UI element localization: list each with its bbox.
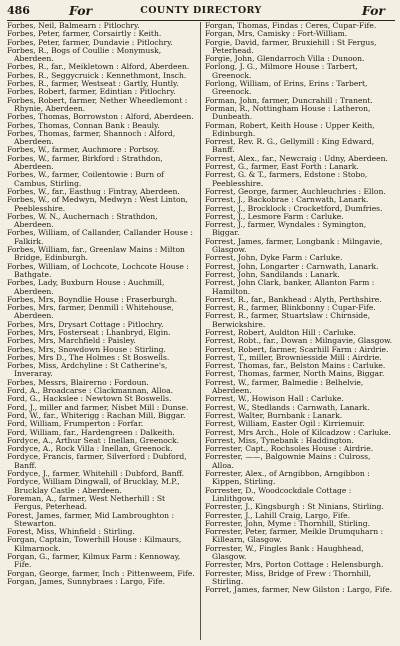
directory-entry: Forrester, Miss, Bridge of Frew : Thornhill, Stirling.	[205, 568, 372, 586]
directory-entry: Forrester, D., Woodcockdale Cottage : Linlithgow.	[205, 485, 352, 503]
directory-entry: Forrest, G., farmer, East Forth : Lanark.	[205, 162, 359, 172]
directory-entry: Forlong, J. G., Milmore House : Tarbert, Greenock.	[205, 62, 358, 80]
directory-entry: Forgan, Mrs, Camisky : Fort-William.	[205, 29, 348, 39]
directory-entry: Forbes, Robert, farmer, Nether Wheedlemont : Rhynie, Aberdeen.	[7, 95, 188, 113]
directory-entry: Forrest, Mrs Arch., Hole of Kilcadzow : Carluke.	[205, 427, 391, 437]
directory-entry: Forbes, Neil, Balmearn : Pitlochry.	[7, 21, 140, 30]
directory-entry: Forrester, ——, Balgownie Mains : Culross, Alloa.	[205, 452, 371, 470]
directory-entry: Forrest, Walter, Burnbank : Lanark.	[205, 410, 343, 420]
directory-entry: Forrester, Peter, farmer, Meikle Drumquharn : Killearn, Glasgow.	[205, 527, 384, 545]
directory-entry: Forbes, Lady, Buxburn House : Auchmill, Aberdeen.	[7, 278, 165, 296]
directory-entry: Forrest, Miss, Tynebank : Haddington.	[205, 435, 354, 445]
directory-entry: Forbes, Peter, farmer, Corsairtly : Keith.	[7, 29, 162, 39]
directory-entry: Forbes, Miss, Ardchyline : St Catherine's, Inveraray.	[7, 361, 168, 379]
directory-entry: Forrester, Alex., of Arngibbon, Arngibbon : Kippen, Stirling.	[205, 469, 370, 487]
directory-page	[7, 4, 395, 642]
directory-entry: Forrest, John, Longarter : Carnwath, Lanark.	[205, 261, 379, 271]
directory-entry: Forrest, Robert, farmer, Scarhill Farm : Airdrie.	[205, 344, 389, 354]
directory-entry: Forrest, John, Sandilands : Lanark.	[205, 269, 340, 279]
directory-entry: Forest, Miss, Whinfield : Stirling.	[7, 527, 135, 537]
directory-entry: Forrest, Alex., far., Newcraig : Udny, Aberdeen.	[205, 153, 388, 163]
directory-entry: Forest, James, farmer, Mid Lambroughton : Stewarton.	[7, 510, 175, 528]
directory-entry: Fordyce, Francis, farmer, Silverford : Dubford, Banff.	[7, 452, 187, 470]
directory-entry: Forrester, John, Myme : Thornhill, Stirling.	[205, 518, 371, 528]
directory-entry: Forret, James, farmer, New Gilston : Largo, Fife.	[205, 585, 392, 595]
directory-entry: Forrest, W., Howison Hall : Carluke.	[205, 394, 344, 404]
directory-entry: Forrest, J., Brocklock : Crocketford, Dumfries.	[205, 203, 383, 213]
directory-entry: Forrest, George, farmer, Auchleuchries : Ellon.	[205, 186, 386, 196]
directory-entry: Forrest, J., farmer, Wyndales : Symington, Biggar.	[205, 220, 367, 238]
directory-entry: Forgan, Captain, Towerhill House : Kilmaurs, Kilmarnock.	[7, 535, 182, 553]
directory-entry: Forgan, James, Sunnybraes : Largo, Fife.	[7, 576, 165, 586]
directory-entry: Forbes, Peter, farmer, Dundavie : Pitlochry.	[7, 37, 173, 47]
directory-entry: Forbes, W., farmer, Birkford : Strathdon, Aberdeen.	[7, 153, 163, 172]
directory-entry: Forrest, R., farmer, Blinkbonny : Cupar-Fife.	[205, 303, 376, 313]
directory-entry: Forgie, John, Glendarroch Villa : Dunoon.	[205, 54, 365, 64]
directory-entry: Forrester, W., Fingles Bank : Haughhead, Glasgow.	[205, 543, 364, 561]
directory-entry: Forman, John, farmer, Duncrahill : Tranent.	[205, 95, 373, 105]
directory-entry: Forbes, W., of Medwyn, Medwyn : West Linton, Peeblesshire.	[7, 195, 188, 213]
directory-entry: Forrest, William, Easter Ogil : Kirriemuir.	[205, 419, 365, 429]
directory-entry: Forbes, W., far., Easthug : Fintray, Aberdeen.	[7, 186, 180, 196]
directory-entry: Forbes, Mrs, Fosterseat : Lhanbryd, Elgin.	[7, 327, 171, 337]
directory-entry: Forbes, W., farmer, Coilentowie : Burn of Cambus, Stirling.	[7, 170, 164, 188]
directory-entry: Ford, W., far., Whiterigg : Rachan Mill, Biggar.	[7, 410, 186, 420]
directory-entry: Forbes, Mrs, Marchfield : Paisley.	[7, 336, 136, 346]
directory-entry: Forrest, Rev. R. G., Gellymill : King Edward, Banff.	[205, 137, 375, 155]
directory-entry: Forbes, R., farmer, Westseat : Gartly, Huntly.	[7, 79, 179, 89]
directory-entry: Forgie, David, farmer, Bruxiehill : St Fergus, Peterhead.	[205, 37, 377, 55]
directory-entry: Forrest, J., Lesmore Farm : Carluke.	[205, 211, 344, 221]
directory-entry: Forbes, Mrs, Snowdown House : Stirling.	[7, 344, 166, 354]
directory-entry: Forrest, John Clark, banker, Allanton Farm : Hamilton.	[205, 278, 375, 296]
directory-entry: Forman, R., Nottingham House : Latheron, Dunbeath.	[205, 103, 371, 122]
directory-entry: Ford, William, Frumperton : Forfar.	[7, 419, 144, 429]
directory-entry: Forrest, Thomas, far., Belston Mains : Carluke.	[205, 361, 386, 371]
directory-entry: Forbes, Mrs, Boyndlie House : Fraserburgh.	[7, 294, 178, 304]
directory-entry: Forrest, Robt., far., Dowan : Milngavie, Glasgow.	[205, 336, 393, 346]
directory-entry: Forbes, W., farmer, Auchmore : Portsoy.	[7, 145, 160, 155]
directory-entry: Forbes, Robert, farmer, Edintian : Pitlochry.	[7, 87, 176, 97]
directory-entry: Forbes, Messrs, Blairerno : Fordoun.	[7, 377, 149, 387]
directory-entry: Forlong, William, of Erins, Erins : Tarbert, Greenock.	[205, 79, 368, 97]
directory-entry: Forbes, Thomas, farmer, Shannoch : Alford, Aberdeen.	[7, 128, 176, 147]
directory-entry: Fordyce, William Dingwall, of Brucklay, M.P., Brucklay Castle : Aberdeen.	[7, 477, 180, 495]
directory-entry: Forrester, J., Lahill Craig, Largo, Fife.	[205, 510, 351, 520]
directory-columns	[7, 22, 395, 642]
directory-entry: Forbes, William, of Callander, Callander House : Falkirk.	[7, 228, 193, 246]
directory-entry: Forrest, Robert, Auldton Hill : Carluke.	[205, 327, 356, 337]
page-number: 486	[7, 4, 30, 17]
page-title: COUNTY DIRECTORY	[140, 5, 262, 16]
directory-entry: Forrester, Mrs, Porton Cottage : Helensburgh.	[205, 560, 384, 570]
directory-entry: Forrest, James, farmer, Longbank : Milngavie, Glasgow.	[205, 236, 383, 255]
directory-entry: Ford, William, far., Hardengreen : Dalkeith.	[7, 427, 175, 437]
directory-entry: Forgan, G., farmer, Kilmux Farm : Kennoway, Fife.	[7, 552, 181, 570]
directory-entry: Fordyce, A., Arthur Seat : Inellan, Greenock.	[7, 435, 180, 445]
directory-entry: Forbes, R., Bogs of Coullie : Monymusk, Aberdeen.	[7, 45, 162, 64]
page-header	[7, 4, 395, 21]
directory-entry: Ford, J., miller and farmer, Nisbet Mill : Dunse.	[7, 402, 189, 412]
right-column	[205, 22, 393, 594]
directory-entry: Forman, Robert, Keith House : Upper Keith, Edinburgh.	[205, 120, 375, 138]
header-right-word: For	[361, 3, 385, 18]
left-column	[7, 22, 195, 586]
directory-entry: Forrest, G. & T., farmers, Edstone : Stobo, Peeblesshire.	[205, 170, 368, 188]
directory-entry: Forrester, Capt., Rochsoles House : Airdrie.	[205, 444, 374, 454]
directory-entry: Forrest, Thomas, farmer, North Mains, Biggar.	[205, 369, 385, 379]
directory-entry: Forbes, Mrs, farmer, Denmill : Whitehouse, Aberdeen.	[7, 303, 174, 321]
header-left-word: For	[69, 3, 93, 18]
directory-entry: Forrest, W., farmer, Balmedie : Belhelvie, Aberdeen.	[205, 377, 364, 396]
directory-entry: Ford, A., Broadcarse : Clackmannan, Alloa.	[7, 386, 174, 396]
directory-entry: Forrest, W., Stedlands : Carnwath, Lanark.	[205, 402, 370, 412]
directory-entry: Forbes, W. N., Auchernach : Strathdon, Aberdeen.	[7, 211, 158, 230]
directory-entry: Forgan, George, farmer, Inch : Pittenweem, Fife.	[7, 568, 195, 578]
directory-entry: Forbes, William, far., Greenlaw Mains : Milton Bridge, Edinburgh.	[7, 245, 185, 263]
directory-entry: Forrest, John, Dyke Farm : Carluke.	[205, 253, 343, 263]
directory-entry: Forbes, Thomas, Borrowston : Alford, Aberdeen.	[7, 112, 194, 122]
directory-entry: Forbes, Mrs D., The Holmes : St Boswells.	[7, 352, 170, 362]
directory-entry: Foreman, A., farmer, West Netherhill : St Fergus, Peterhead.	[7, 493, 166, 512]
directory-entry: Forrester, J., Kingsburgh : St Ninians, Stirling.	[205, 502, 384, 512]
directory-entry: Forbes, Thomas, Connan Bank : Beauly.	[7, 120, 160, 130]
directory-entry: Forrest, R., farmer, Stuartslaw : Chirnside, Berwickshire.	[205, 311, 371, 329]
directory-entry: Forbes, William, of Lochcote, Lochcote House : Bathgate.	[7, 261, 189, 279]
directory-entry: Fordyce, J., farmer, Whitehill : Dubford, Banff.	[7, 469, 185, 479]
directory-entry: Fordyce, A., Rock Villa : Inellan, Greenock.	[7, 444, 173, 454]
directory-entry: Forbes, Mrs, Drysart Cottage : Pitlochry.	[7, 319, 164, 329]
directory-entry: Forrest, T., miller, Browniesside Mill : Airdrie.	[205, 352, 382, 362]
directory-entry: Forrest, R., far., Bankhead : Alyth, Perthshire.	[205, 294, 382, 304]
directory-entry: Ford, G., Hackslee : Newtown St Boswells.	[7, 394, 172, 404]
directory-entry: Forbes, R., far., Meikletown : Alford, Aberdeen.	[7, 62, 190, 72]
directory-entry: Forgan, Thomas, Findas : Ceres, Cupar-Fife.	[205, 21, 377, 30]
directory-entry: Forrest, J., Backobrae : Carnwath, Lanark.	[205, 195, 369, 205]
directory-entry: Forbes, R., Seggycruick : Kennethmont, Insch.	[7, 70, 187, 80]
